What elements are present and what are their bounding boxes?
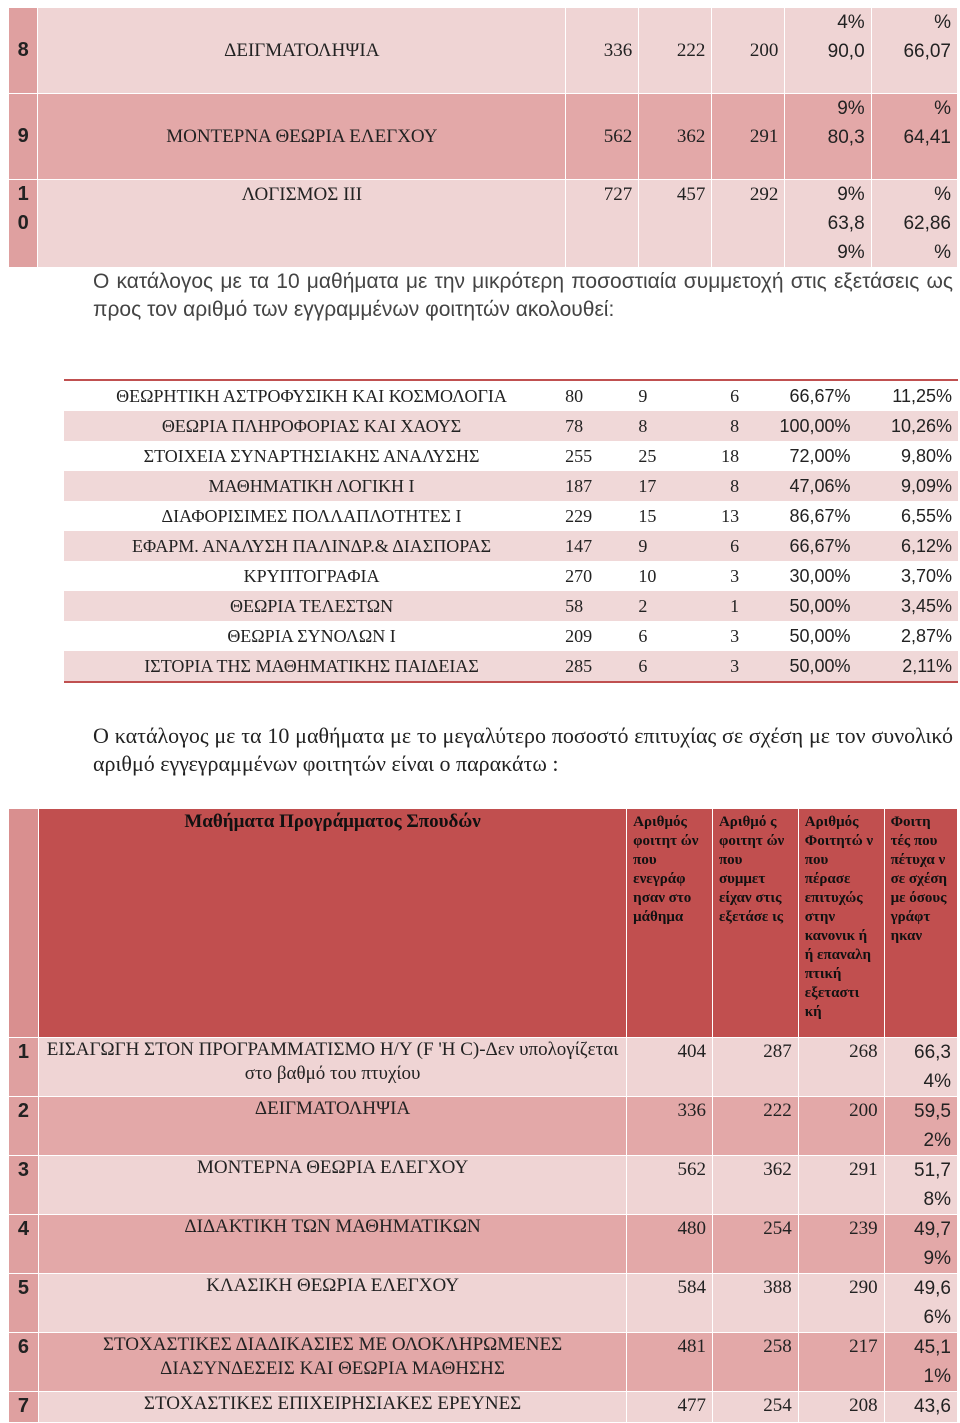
passed-count: 290 xyxy=(798,1274,884,1333)
percent-value: 49,6 xyxy=(914,1278,951,1299)
passed-count: 3 xyxy=(703,651,745,682)
table-row xyxy=(9,8,958,94)
participation-percent xyxy=(785,94,871,180)
participants-count: 254 xyxy=(712,1215,798,1274)
participants-count: 8 xyxy=(632,411,703,441)
participants-count: 25 xyxy=(632,441,703,471)
enrolled-count: 562 xyxy=(566,94,639,180)
percent-value: 49,7 xyxy=(914,1219,951,1240)
passed-count: 6 xyxy=(703,531,745,561)
table-row xyxy=(64,591,958,621)
success-ratio xyxy=(884,1333,957,1392)
header-index-cell xyxy=(9,809,39,1038)
success-percent: 100,00% xyxy=(745,411,856,441)
percent-tail: 2% xyxy=(923,1130,951,1151)
percent-value: 66,07 xyxy=(903,41,951,62)
participants-count: 222 xyxy=(639,8,712,94)
participation-percent: 10,26% xyxy=(857,411,958,441)
passed-count: 3 xyxy=(703,561,745,591)
passed-count: 217 xyxy=(798,1333,884,1392)
success-percent xyxy=(871,94,957,180)
percent-tail: % xyxy=(934,184,951,205)
header-passed: Αριθμός Φοιτητώ ν που πέρασε επιτυχώς στην κανονικ ή ή επαναλη πτική εξεταστι κή xyxy=(798,809,884,1038)
table-row xyxy=(64,651,958,682)
passed-count: 268 xyxy=(798,1038,884,1097)
table-row xyxy=(9,1038,958,1097)
percent-value: 66,3 xyxy=(914,1042,951,1063)
passed-count: 8 xyxy=(703,471,745,501)
participants-count: 9 xyxy=(632,531,703,561)
passed-count: 208 xyxy=(798,1392,884,1423)
participants-count: 2 xyxy=(632,591,703,621)
success-percent: 30,00% xyxy=(745,561,856,591)
enrolled-count: 187 xyxy=(559,471,632,501)
row-index: 1 xyxy=(9,1038,39,1097)
success-percent: 47,06% xyxy=(745,471,856,501)
percent-tail: 9% xyxy=(837,98,865,119)
percent-value: 51,7 xyxy=(914,1160,951,1181)
percent-value: 45,1 xyxy=(914,1337,951,1358)
percent-tail: 9% xyxy=(837,184,865,205)
enrolled-count: 58 xyxy=(559,591,632,621)
paragraph-lowest-participation: Ο κατάλογος με τα 10 μαθήματα με την μικρότερη ποσοστιαία συμμετοχή στις εξετάσεις ως προς τον αριθμό των εγγραμμένων φοιτητών ακολουθεί: xyxy=(93,270,953,321)
course-name: ΚΛΑΣΙΚΗ ΘΕΩΡΙΑ ΕΛΕΓΧΟΥ xyxy=(38,1274,626,1333)
header-courses: Μαθήματα Προγράμματος Σπουδών xyxy=(38,809,626,1038)
enrolled-count: 584 xyxy=(627,1274,713,1333)
passed-count: 291 xyxy=(798,1156,884,1215)
enrolled-count: 562 xyxy=(627,1156,713,1215)
percent-tail: % xyxy=(934,242,951,263)
success-percent: 50,00% xyxy=(745,621,856,651)
percent-tail: 4% xyxy=(923,1071,951,1092)
course-name: ΘΕΩΡΙΑ ΠΛΗΡΟΦΟΡΙΑΣ ΚΑΙ ΧΑΟΥΣ xyxy=(64,411,559,441)
course-name: ΔΙΔΑΚΤΙΚΗ ΤΩΝ ΜΑΘΗΜΑΤΙΚΩΝ xyxy=(38,1215,626,1274)
success-ratio xyxy=(884,1097,957,1156)
percent-top: 4% xyxy=(837,12,865,33)
table-row xyxy=(9,1274,958,1333)
percent-value: 80,3 xyxy=(827,127,865,148)
row-index: 3 xyxy=(9,1156,39,1215)
success-ratio xyxy=(884,1038,957,1097)
success-ratio xyxy=(884,1156,957,1215)
paragraph-highest-success: Ο κατάλογος με τα 10 μαθήματα με το μεγαλύτερο ποσοστό επιτυχίας σε σχέση με τον συνολικό αριθμό εγγεγραμμένων φοιτητών είναι ο παρακάτω : xyxy=(93,723,953,776)
top-continuation-table xyxy=(8,7,958,268)
participation-percent xyxy=(785,8,871,94)
participants-count: 6 xyxy=(632,651,703,682)
enrolled-count: 477 xyxy=(627,1392,713,1423)
participants-count: 222 xyxy=(712,1097,798,1156)
enrolled-count: 255 xyxy=(559,441,632,471)
row-index: 8 xyxy=(9,8,38,94)
participation-percent: 3,70% xyxy=(857,561,958,591)
table-row xyxy=(64,380,958,411)
passed-count: 200 xyxy=(798,1097,884,1156)
success-percent xyxy=(871,180,957,268)
course-name: ΜΟΝΤΕΡΝΑ ΘΕΩΡΙΑ ΕΛΕΓΧΟΥ xyxy=(38,1156,626,1215)
row-index: 4 xyxy=(9,1215,39,1274)
course-name: ΜΟΝΤΕΡΝΑ ΘΕΩΡΙΑ ΕΛΕΓΧΟΥ xyxy=(38,94,566,180)
passed-count: 6 xyxy=(703,380,745,411)
table-row xyxy=(9,1333,958,1392)
participants-count: 258 xyxy=(712,1333,798,1392)
course-name: ΜΑΘΗΜΑΤΙΚΗ ΛΟΓΙΚΗ Ι xyxy=(64,471,559,501)
success-percent: 86,67% xyxy=(745,501,856,531)
enrolled-count: 285 xyxy=(559,651,632,682)
table-header-row xyxy=(9,809,958,1038)
course-name: ΘΕΩΡΙΑ ΣΥΝΟΛΩΝ Ι xyxy=(64,621,559,651)
participants-count: 17 xyxy=(632,471,703,501)
participants-count: 10 xyxy=(632,561,703,591)
participation-percent: 2,11% xyxy=(857,651,958,682)
percent-tail: 9% xyxy=(923,1248,951,1269)
success-percent xyxy=(871,8,957,94)
table-row xyxy=(9,180,958,268)
table-row xyxy=(64,471,958,501)
participants-count: 362 xyxy=(712,1156,798,1215)
course-name: ΔΙΑΦΟΡΙΣΙΜΕΣ ΠΟΛΛΑΠΛΟΤΗΤΕΣ Ι xyxy=(64,501,559,531)
participants-count: 388 xyxy=(712,1274,798,1333)
course-name: ΛΟΓΙΣΜΟΣ ΙΙΙ xyxy=(38,180,566,268)
participants-count: 287 xyxy=(712,1038,798,1097)
course-name: ΕΙΣΑΓΩΓΗ ΣΤΟΝ ΠΡΟΓΡΑΜΜΑΤΙΣΜΟ Η/Υ (F 'Η C)-Δεν υπολογίζεται στο βαθμό του πτυχίου xyxy=(38,1038,626,1097)
row-index: 1 0 xyxy=(9,180,38,268)
passed-count: 13 xyxy=(703,501,745,531)
percent-value: 90,0 xyxy=(827,41,865,62)
participation-percent xyxy=(785,180,871,268)
participants-count: 15 xyxy=(632,501,703,531)
enrolled-count: 270 xyxy=(559,561,632,591)
table-row xyxy=(9,1215,958,1274)
course-name: ΣΤΟΙΧΕΙΑ ΣΥΝΑΡΤΗΣΙΑΚΗΣ ΑΝΑΛΥΣΗΣ xyxy=(64,441,559,471)
passed-count: 292 xyxy=(712,180,785,268)
course-name: ΙΣΤΟΡΙΑ ΤΗΣ ΜΑΘΗΜΑΤΙΚΗΣ ΠΑΙΔΕΙΑΣ xyxy=(64,651,559,682)
percent-top: % xyxy=(934,12,951,33)
percent-tail: % xyxy=(934,98,951,119)
success-percent: 66,67% xyxy=(745,380,856,411)
table-row xyxy=(64,621,958,651)
table-row xyxy=(9,1156,958,1215)
course-name: ΘΕΩΡΗΤΙΚΗ ΑΣΤΡΟΦΥΣΙΚΗ ΚΑΙ ΚΟΣΜΟΛΟΓΙΑ xyxy=(64,380,559,411)
enrolled-count: 78 xyxy=(559,411,632,441)
success-ratio xyxy=(884,1215,957,1274)
percent-value: 62,86 xyxy=(903,213,951,234)
row-index: 2 xyxy=(9,1097,39,1156)
header-enrolled: Αριθμός φοιτητ ών που ενεγράφ ησαν στο μάθημα xyxy=(627,809,713,1038)
success-percent: 66,67% xyxy=(745,531,856,561)
highest-success-table xyxy=(8,808,958,1423)
passed-count: 200 xyxy=(712,8,785,94)
participants-count: 6 xyxy=(632,621,703,651)
course-name: ΣΤΟΧΑΣΤΙΚΕΣ ΕΠΙΧΕΙΡΗΣΙΑΚΕΣ ΕΡΕΥΝΕΣ xyxy=(38,1392,626,1423)
passed-count: 3 xyxy=(703,621,745,651)
participants-count: 9 xyxy=(632,380,703,411)
enrolled-count: 229 xyxy=(559,501,632,531)
percent-value: 63,8 xyxy=(827,213,865,234)
success-percent: 50,00% xyxy=(745,591,856,621)
table-row xyxy=(64,531,958,561)
participants-count: 254 xyxy=(712,1392,798,1423)
passed-count: 8 xyxy=(703,411,745,441)
percent-value: 64,41 xyxy=(903,127,951,148)
header-success-ratio: Φοιτη τές που πέτυχα ν σε σχέση με όσους γράφτ ηκαν xyxy=(884,809,957,1038)
table-row xyxy=(64,441,958,471)
passed-count: 239 xyxy=(798,1215,884,1274)
participation-percent: 6,55% xyxy=(857,501,958,531)
percent-tail: 6% xyxy=(923,1307,951,1328)
table-row xyxy=(9,1392,958,1423)
percent-value: 43,6 xyxy=(914,1396,951,1417)
enrolled-count: 336 xyxy=(566,8,639,94)
participation-percent: 9,80% xyxy=(857,441,958,471)
course-name: ΚΡΥΠΤΟΓΡΑΦΙΑ xyxy=(64,561,559,591)
row-index: 5 xyxy=(9,1274,39,1333)
enrolled-count: 480 xyxy=(627,1215,713,1274)
lowest-participation-table xyxy=(64,379,958,683)
participation-percent: 2,87% xyxy=(857,621,958,651)
row-index: 6 xyxy=(9,1333,39,1392)
success-ratio xyxy=(884,1392,957,1423)
enrolled-count: 209 xyxy=(559,621,632,651)
course-name: ΘΕΩΡΙΑ ΤΕΛΕΣΤΩΝ xyxy=(64,591,559,621)
success-percent: 72,00% xyxy=(745,441,856,471)
course-name: ΔΕΙΓΜΑΤΟΛΗΨΙΑ xyxy=(38,1097,626,1156)
participants-count: 457 xyxy=(639,180,712,268)
enrolled-count: 727 xyxy=(566,180,639,268)
header-participants: Αριθμό ς φοιτητ ών που συμμετ είχαν στις εξετάσε ις xyxy=(712,809,798,1038)
percent-tail: 8% xyxy=(923,1189,951,1210)
success-ratio xyxy=(884,1274,957,1333)
course-name: ΕΦΑΡΜ. ΑΝΑΛΥΣΗ ΠΑΛΙΝΔΡ.& ΔΙΑΣΠΟΡΑΣ xyxy=(64,531,559,561)
table-row xyxy=(9,94,958,180)
success-percent: 50,00% xyxy=(745,651,856,682)
enrolled-count: 404 xyxy=(627,1038,713,1097)
enrolled-count: 481 xyxy=(627,1333,713,1392)
percent-tail: 9% xyxy=(837,242,865,263)
table-row xyxy=(64,561,958,591)
enrolled-count: 80 xyxy=(559,380,632,411)
percent-tail: 1% xyxy=(923,1366,951,1387)
passed-count: 1 xyxy=(703,591,745,621)
enrolled-count: 147 xyxy=(559,531,632,561)
course-name: ΔΕΙΓΜΑΤΟΛΗΨΙΑ xyxy=(38,8,566,94)
participation-percent: 11,25% xyxy=(857,380,958,411)
passed-count: 18 xyxy=(703,441,745,471)
participation-percent: 3,45% xyxy=(857,591,958,621)
table-row xyxy=(9,1097,958,1156)
percent-value: 59,5 xyxy=(914,1101,951,1122)
row-index: 9 xyxy=(9,94,38,180)
table-row xyxy=(64,411,958,441)
participation-percent: 6,12% xyxy=(857,531,958,561)
course-name: ΣΤΟΧΑΣΤΙΚΕΣ ΔΙΑΔΙΚΑΣΙΕΣ ΜΕ ΟΛΟΚΛΗΡΩΜΕΝΕΣ ΔΙΑΣΥΝΔΕΣΕΙΣ ΚΑΙ ΘΕΩΡΙΑ ΜΑΘΗΣΗΣ xyxy=(38,1333,626,1392)
enrolled-count: 336 xyxy=(627,1097,713,1156)
row-index: 7 xyxy=(9,1392,39,1423)
participants-count: 362 xyxy=(639,94,712,180)
participation-percent: 9,09% xyxy=(857,471,958,501)
table-row xyxy=(64,501,958,531)
passed-count: 291 xyxy=(712,94,785,180)
